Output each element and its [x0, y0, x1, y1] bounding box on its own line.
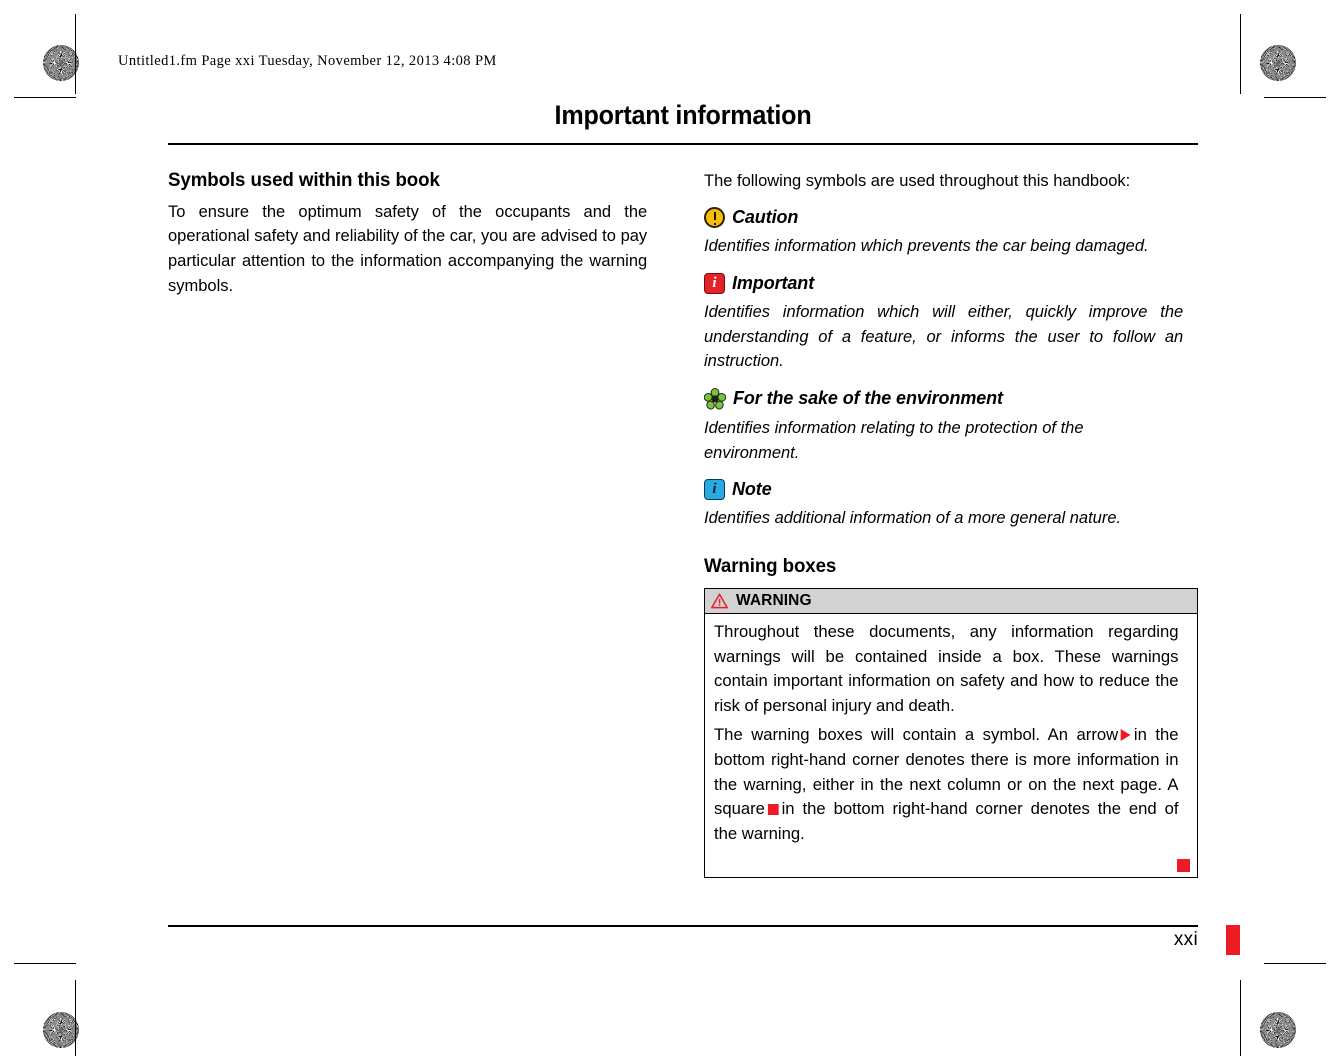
warning-box — [704, 588, 1198, 878]
calibration-starburst-bottom-right — [1260, 1012, 1296, 1048]
caution-circle-icon — [704, 207, 725, 228]
warning-triangle-icon — [711, 593, 728, 609]
left-column-paragraph: To ensure the optimum safety of the occupants and the operational safety and reliability of the car, you are advised to pay particular attention to the information accompanying the warning symbols. — [168, 201, 648, 296]
page-content — [168, 100, 1198, 878]
warning-end-mark-row — [705, 855, 1197, 877]
warning-end-square-icon — [1177, 859, 1190, 872]
note-info-icon-glyph: i — [712, 480, 717, 497]
registration-mark-left-lower — [41, 924, 75, 958]
trim-line-right-upper-horizontal — [1264, 97, 1326, 98]
warning-box-title: WARNING — [736, 591, 812, 609]
registration-mark-right-upper — [1265, 102, 1299, 136]
registration-mark-left-middle — [41, 513, 75, 547]
warning-paragraph-2-part-1: The warning boxes will contain a symbol. An arrow — [714, 725, 1119, 745]
registration-mark-right-middle — [1265, 513, 1299, 547]
registration-mark-bottom-left — [100, 1000, 134, 1034]
warning-paragraph-2-part-3: in the bottom right-hand corner denotes the end of the warning. — [714, 799, 1179, 844]
inline-square-icon — [768, 804, 779, 815]
symbol-description-note: Identifies additional information of a more general nature. — [704, 508, 1122, 528]
registration-mark-top-right — [1202, 39, 1236, 73]
symbol-entry-important — [704, 273, 1198, 294]
left-column-heading: Symbols used within this book — [168, 168, 440, 191]
trim-line-top-right-vertical — [1240, 14, 1241, 94]
two-column-layout — [168, 169, 1198, 878]
trim-line-left-upper-horizontal — [14, 97, 76, 98]
trim-line-right-lower-horizontal — [1264, 963, 1326, 964]
registration-mark-bottom-center — [650, 1000, 684, 1034]
trim-line-bottom-left-vertical — [75, 980, 76, 1056]
warning-paragraph-2 — [714, 723, 1179, 846]
calibration-starburst-bottom-left — [43, 1012, 79, 1048]
section-tab-marker — [1226, 925, 1240, 955]
left-column — [168, 169, 662, 878]
inline-arrow-icon — [1121, 729, 1131, 741]
page-title: Important information — [554, 100, 812, 130]
registration-mark-bottom-right — [1202, 1000, 1236, 1034]
important-info-icon — [704, 273, 725, 294]
trim-line-top-left-vertical — [75, 14, 76, 94]
warning-box-header — [705, 589, 1197, 614]
symbol-description-caution: Identifies information which prevents the car being damaged. — [704, 236, 1149, 256]
right-column-intro: The following symbols are used throughout this handbook: — [704, 170, 1131, 190]
registration-mark-left-upper — [41, 102, 75, 136]
symbol-description-environment: Identifies information relating to the protection of the environment. — [704, 417, 1084, 462]
symbol-entry-caution — [704, 207, 1198, 228]
header-rule — [168, 143, 1198, 145]
warning-paragraph-2-part-2: in the bottom right-hand corner denotes there is more information in the warning, either in the next column or on the next page. A square — [714, 725, 1179, 819]
warning-section-heading: Warning boxes — [704, 554, 837, 577]
symbol-label-note: Note — [732, 479, 772, 500]
environment-flower-icon — [704, 388, 726, 410]
page-number: xxi — [1173, 929, 1198, 950]
warning-box-content — [705, 614, 1197, 855]
right-column — [704, 169, 1198, 878]
symbol-label-important: Important — [732, 273, 815, 294]
registration-mark-right-lower — [1265, 924, 1299, 958]
footer-rule — [168, 925, 1198, 927]
trim-line-bottom-right-vertical — [1240, 980, 1241, 1056]
symbol-entry-environment — [704, 388, 1198, 410]
calibration-starburst-top-right — [1260, 45, 1296, 81]
symbol-label-caution: Caution — [732, 207, 799, 228]
symbol-entry-note — [704, 479, 1198, 500]
trim-line-left-lower-horizontal — [14, 963, 76, 964]
symbol-description-important: Identifies information which will either, quickly improve the understanding of a feature, or informs the user to follow an instruction. — [704, 302, 1184, 371]
calibration-starburst-top-left — [43, 45, 79, 81]
important-info-icon-glyph: i — [712, 274, 717, 291]
symbol-label-environment: For the sake of the environment — [733, 388, 1003, 409]
warning-paragraph-1: Throughout these documents, any information regarding warnings will be contained inside a box. These warnings contain important information on safety and how to reduce the risk of personal injury and death. — [714, 621, 1179, 715]
note-info-icon — [704, 479, 725, 500]
framemaker-slug-line: Untitled1.fm Page xxi Tuesday, November 12, 2013 4:08 PM — [118, 53, 497, 69]
